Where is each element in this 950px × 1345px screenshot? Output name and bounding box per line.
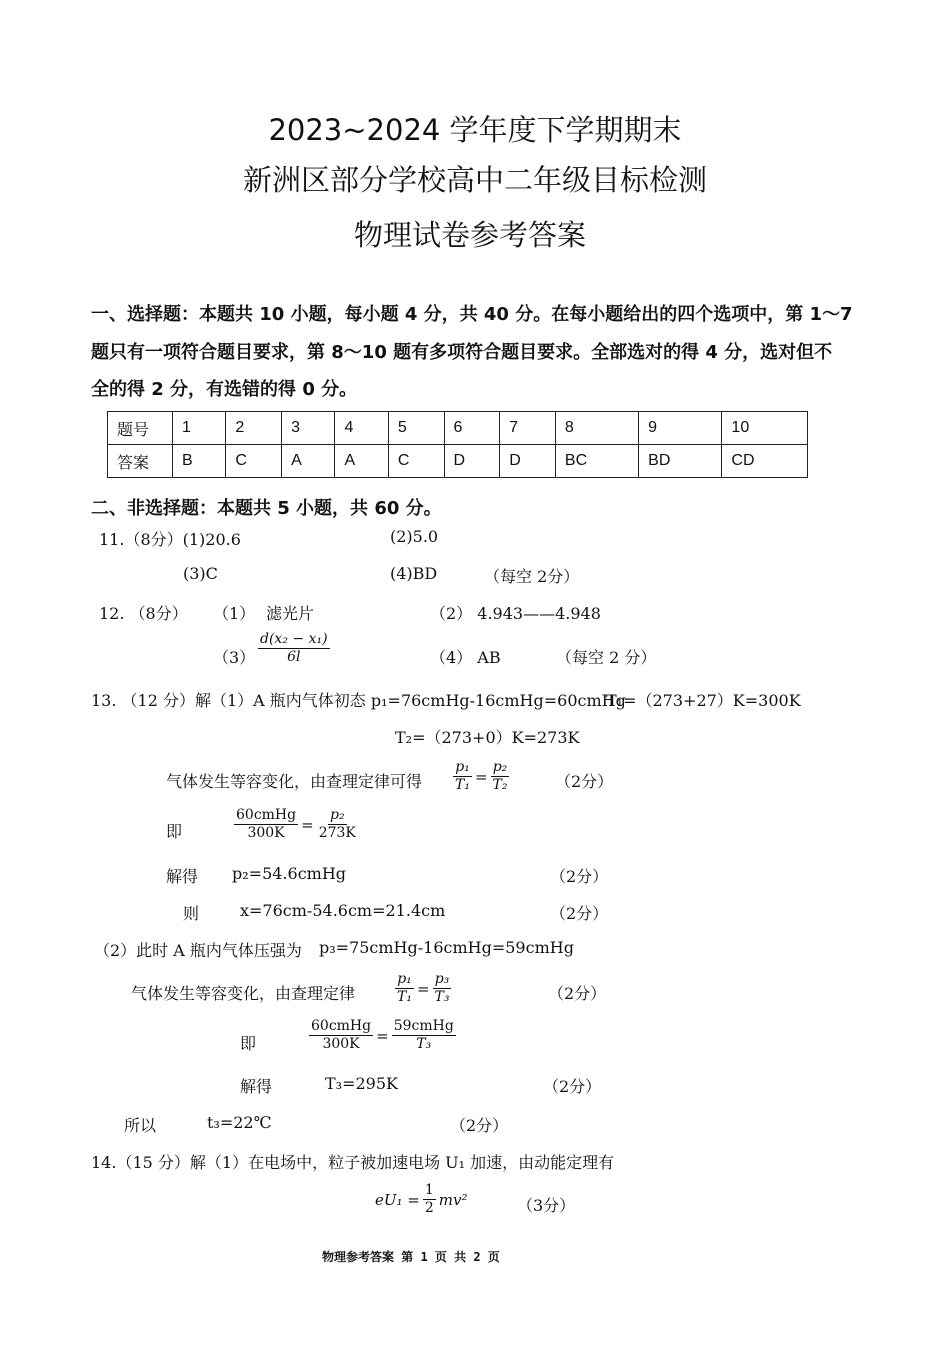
q13-ji2-equation xyxy=(309,1018,456,1053)
fraction-denominator: T₁ xyxy=(397,989,412,1005)
row-header: 答案 xyxy=(108,445,173,478)
q12-part1-value: 滤光片 xyxy=(266,604,315,623)
fraction-denominator: 300K xyxy=(322,1036,360,1052)
row-header: 题号 xyxy=(108,412,173,445)
q13-law1-text: 气体发生等容变化，由查理定律可得 xyxy=(166,772,423,791)
q12-label: 12. （8分） xyxy=(99,604,188,623)
q13-t1: T₁=（273+27）K=300K xyxy=(606,691,801,710)
table-cell: C xyxy=(388,445,444,478)
q13-score-e: （2分） xyxy=(543,1077,602,1096)
fraction-denominator: T₂ xyxy=(492,777,508,793)
table-cell: 3 xyxy=(282,412,335,445)
table-cell: 5 xyxy=(388,412,444,445)
table-cell: 6 xyxy=(444,412,500,445)
q13-score-c: （2分） xyxy=(550,904,609,923)
q13-law1-equation xyxy=(453,759,509,794)
fraction-numerator: 59cmHg xyxy=(393,1018,454,1034)
q13-t2: T₂=（273+0）K=273K xyxy=(395,728,580,747)
q13-score-d: （2分） xyxy=(548,984,607,1003)
q11-score: （每空 2分） xyxy=(484,567,580,586)
fraction-numerator: p₂ xyxy=(329,807,345,823)
fraction-denominator: 6l xyxy=(287,649,301,665)
section2-heading: 二、非选择题：本题共 5 小题，共 60 分。 xyxy=(91,498,442,519)
q12-score: （每空 2 分） xyxy=(556,648,657,667)
table-row-answers xyxy=(108,445,808,478)
section1-line-2: 题只有一项符合题目要求，第 8～10 题有多项符合题目要求。全部选对的得 4 分，选对但不 xyxy=(91,342,833,363)
fraction-denominator: 300K xyxy=(247,825,285,841)
table-cell: CD xyxy=(722,445,808,478)
table-cell: B xyxy=(173,445,226,478)
table-cell: D xyxy=(444,445,500,478)
q13-score-b: （2分） xyxy=(550,867,609,886)
fraction-denominator: T₃ xyxy=(434,989,450,1005)
q13-score-f: （2分） xyxy=(450,1116,509,1135)
answer-table xyxy=(107,411,808,478)
table-cell: 2 xyxy=(226,412,282,445)
table-cell: BD xyxy=(639,445,722,478)
q11-part3: (3)C xyxy=(183,564,218,583)
table-cell: 7 xyxy=(500,412,556,445)
table-cell: 9 xyxy=(639,412,722,445)
table-cell: 8 xyxy=(555,412,638,445)
equals-sign: = xyxy=(416,979,430,998)
table-cell: 10 xyxy=(722,412,808,445)
equals-sign: = xyxy=(301,815,314,834)
fraction-numerator: p₁ xyxy=(455,759,470,775)
q13-ze-label: 则 xyxy=(183,904,200,923)
q14-equation xyxy=(375,1182,468,1217)
table-cell: A xyxy=(282,445,335,478)
q13-ji2-label: 即 xyxy=(240,1034,257,1053)
q13-part2-value: p₃=75cmHg-16cmHg=59cmHg xyxy=(319,938,574,957)
section1-line-1: 一、选择题：本题共 10 小题，每小题 4 分，共 40 分。在每小题给出的四个选项中，第 1～7 xyxy=(91,304,853,325)
fraction-denominator: T₃ xyxy=(416,1036,432,1052)
q12-part2: （2） 4.943——4.948 xyxy=(430,604,601,623)
q11-part2: (2)5.0 xyxy=(390,527,439,546)
fraction-numerator: 1 xyxy=(424,1182,434,1198)
q12-part4: （4） AB xyxy=(430,648,501,667)
table-cell: BC xyxy=(555,445,638,478)
q13-line-1: 13. （12 分）解（1）A 瓶内气体初态 p₁=76cmHg-16cmHg=60cmHg xyxy=(91,691,626,710)
q12-part3-num: （3） xyxy=(213,648,256,667)
table-cell: D xyxy=(500,445,556,478)
q11-label: 11.（8分）(1)20.6 xyxy=(99,530,241,549)
table-cell: 4 xyxy=(335,412,388,445)
fraction-numerator: 60cmHg xyxy=(236,807,297,823)
title-line-3: 物理试卷参考答案 xyxy=(353,218,586,252)
table-cell: C xyxy=(226,445,282,478)
section1-line-3: 全的得 2 分，有选错的得 0 分。 xyxy=(91,379,358,400)
equals-sign: = xyxy=(474,767,488,786)
q13-ze-value: x=76cm-54.6cm=21.4cm xyxy=(240,901,446,920)
fraction-numerator: p₂ xyxy=(492,759,508,775)
equation-right: mv² xyxy=(438,1190,468,1209)
fraction-numerator: 60cmHg xyxy=(311,1018,372,1034)
table-cell: A xyxy=(335,445,388,478)
q13-suoyi-value: t₃=22℃ xyxy=(207,1113,272,1132)
title-line-2: 新洲区部分学校高中二年级目标检测 xyxy=(242,163,707,197)
q13-jie2-value: T₃=295K xyxy=(325,1074,398,1093)
fraction-numerator: p₁ xyxy=(397,971,412,987)
q11-part4: (4)BD xyxy=(390,564,438,583)
fraction-numerator: p₃ xyxy=(434,971,450,987)
q13-law2-text: 气体发生等容变化，由查理定律 xyxy=(131,984,356,1003)
q13-jie1-label: 解得 xyxy=(166,867,199,886)
q13-ji1-label: 即 xyxy=(166,822,183,841)
q14-score: （3分） xyxy=(517,1196,576,1215)
fraction-denominator: T₁ xyxy=(455,777,470,793)
q13-jie2-label: 解得 xyxy=(240,1077,273,1096)
title-line-1: 2023~2024 学年度下学期期末 xyxy=(268,113,682,147)
equation-left: eU₁ = xyxy=(375,1190,420,1209)
q13-law2-equation xyxy=(395,971,451,1006)
q12-part3-fraction xyxy=(258,631,330,666)
table-cell: 1 xyxy=(173,412,226,445)
q12-part1-num: （1） xyxy=(213,604,256,623)
q13-score-a: （2分） xyxy=(555,772,614,791)
page-footer: 物理参考答案 第 1 页 共 2 页 xyxy=(322,1250,500,1264)
q13-suoyi-label: 所以 xyxy=(124,1116,157,1135)
q13-jie1-value: p₂=54.6cmHg xyxy=(232,864,347,883)
table-row-numbers xyxy=(108,412,808,445)
fraction-denominator: 2 xyxy=(424,1200,434,1216)
equals-sign: = xyxy=(376,1026,389,1045)
q14-line-1: 14.（15 分）解（1）在电场中，粒子被加速电场 U₁ 加速，由动能定理有 xyxy=(91,1153,615,1172)
fraction-numerator: d(x₂ − x₁) xyxy=(260,631,328,647)
fraction-denominator: 273K xyxy=(318,825,356,841)
q13-part2-text: （2）此时 A 瓶内气体压强为 xyxy=(94,941,302,960)
q13-ji1-equation xyxy=(234,807,358,842)
